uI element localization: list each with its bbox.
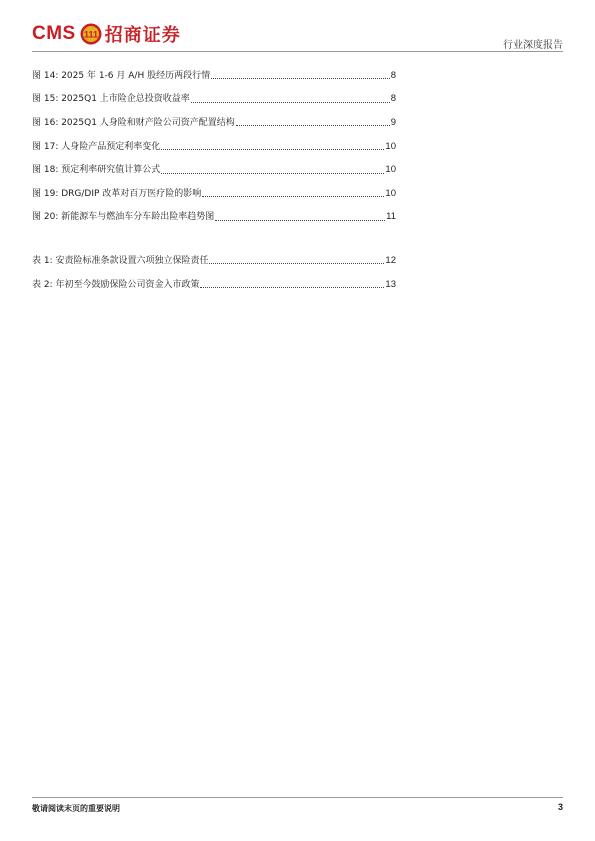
toc-entry-label: 表 2: 年初至今鼓励保险公司资金入市政策 [32, 279, 200, 290]
toc-entry-page: 10 [385, 187, 396, 199]
toc-entry-table-1[interactable] [32, 249, 396, 273]
toc-leader-dots [236, 125, 390, 126]
cms-logo [32, 20, 181, 48]
toc-entry-label: 表 1: 安责险标准条款设置六项独立保险责任 [32, 255, 209, 266]
toc-entry-label: 图 17: 人身险产品预定利率变化 [32, 141, 161, 152]
toc-entry-label: 图 18: 预定利率研究值计算公式 [32, 165, 161, 176]
logo-badge-text: 111 [83, 29, 98, 40]
toc-entry-page: 8 [390, 69, 396, 81]
page-header [0, 0, 595, 50]
toc-entry-figure-14[interactable] [32, 64, 396, 88]
toc-leader-dots [202, 196, 384, 197]
toc-leader-dots [200, 287, 384, 288]
toc-leader-dots [161, 173, 384, 174]
toc-entry-figure-20[interactable] [32, 206, 396, 230]
toc-entry-page: 9 [390, 116, 396, 128]
toc-entry-table-2[interactable] [32, 273, 396, 297]
toc-leader-dots [211, 78, 390, 79]
header-divider [32, 51, 563, 52]
toc-entry-page: 10 [385, 140, 396, 152]
toc-entry-figure-17[interactable] [32, 135, 396, 159]
report-type-label: 行业深度报告 [503, 40, 563, 51]
toc-section-gap [32, 229, 396, 249]
toc-entry-label: 图 19: DRG/DIP 改革对百万医疗险的影响 [32, 188, 202, 199]
footer-divider [32, 797, 563, 798]
toc-entry-page: 12 [385, 254, 396, 266]
toc-entry-page: 8 [390, 93, 396, 105]
toc-entry-figure-19[interactable] [32, 182, 396, 206]
toc-leader-dots [161, 149, 384, 150]
toc-entry-page: 13 [385, 278, 396, 290]
toc-leader-dots [209, 263, 384, 264]
table-list [32, 249, 396, 296]
page-number: 3 [557, 802, 563, 812]
toc-entry-label: 图 15: 2025Q1 上市险企总投资收益率 [32, 94, 190, 105]
toc-leader-dots [215, 220, 385, 221]
logo-cms-text: CMS [32, 23, 76, 44]
toc-entry-label: 图 20: 新能源车与燃油车分车龄出险率趋势图 [32, 212, 215, 223]
toc-entry-label: 图 16: 2025Q1 人身险和财产险公司资产配置结构 [32, 117, 235, 128]
figure-list [32, 64, 396, 229]
toc-entry-figure-16[interactable] [32, 111, 396, 135]
toc-leader-dots [191, 102, 390, 103]
table-of-contents [32, 64, 396, 296]
logo-emblem-icon [80, 23, 102, 45]
toc-entry-figure-15[interactable] [32, 88, 396, 112]
toc-entry-page: 11 [386, 211, 396, 223]
logo-chinese-text: 招商证券 [104, 25, 181, 46]
toc-entry-figure-18[interactable] [32, 158, 396, 182]
toc-entry-label: 图 14: 2025 年 1-6 月 A/H 股经历两段行情 [32, 70, 211, 81]
disclaimer-note: 敬请阅读末页的重要说明 [32, 804, 120, 813]
toc-entry-page: 10 [385, 164, 396, 176]
